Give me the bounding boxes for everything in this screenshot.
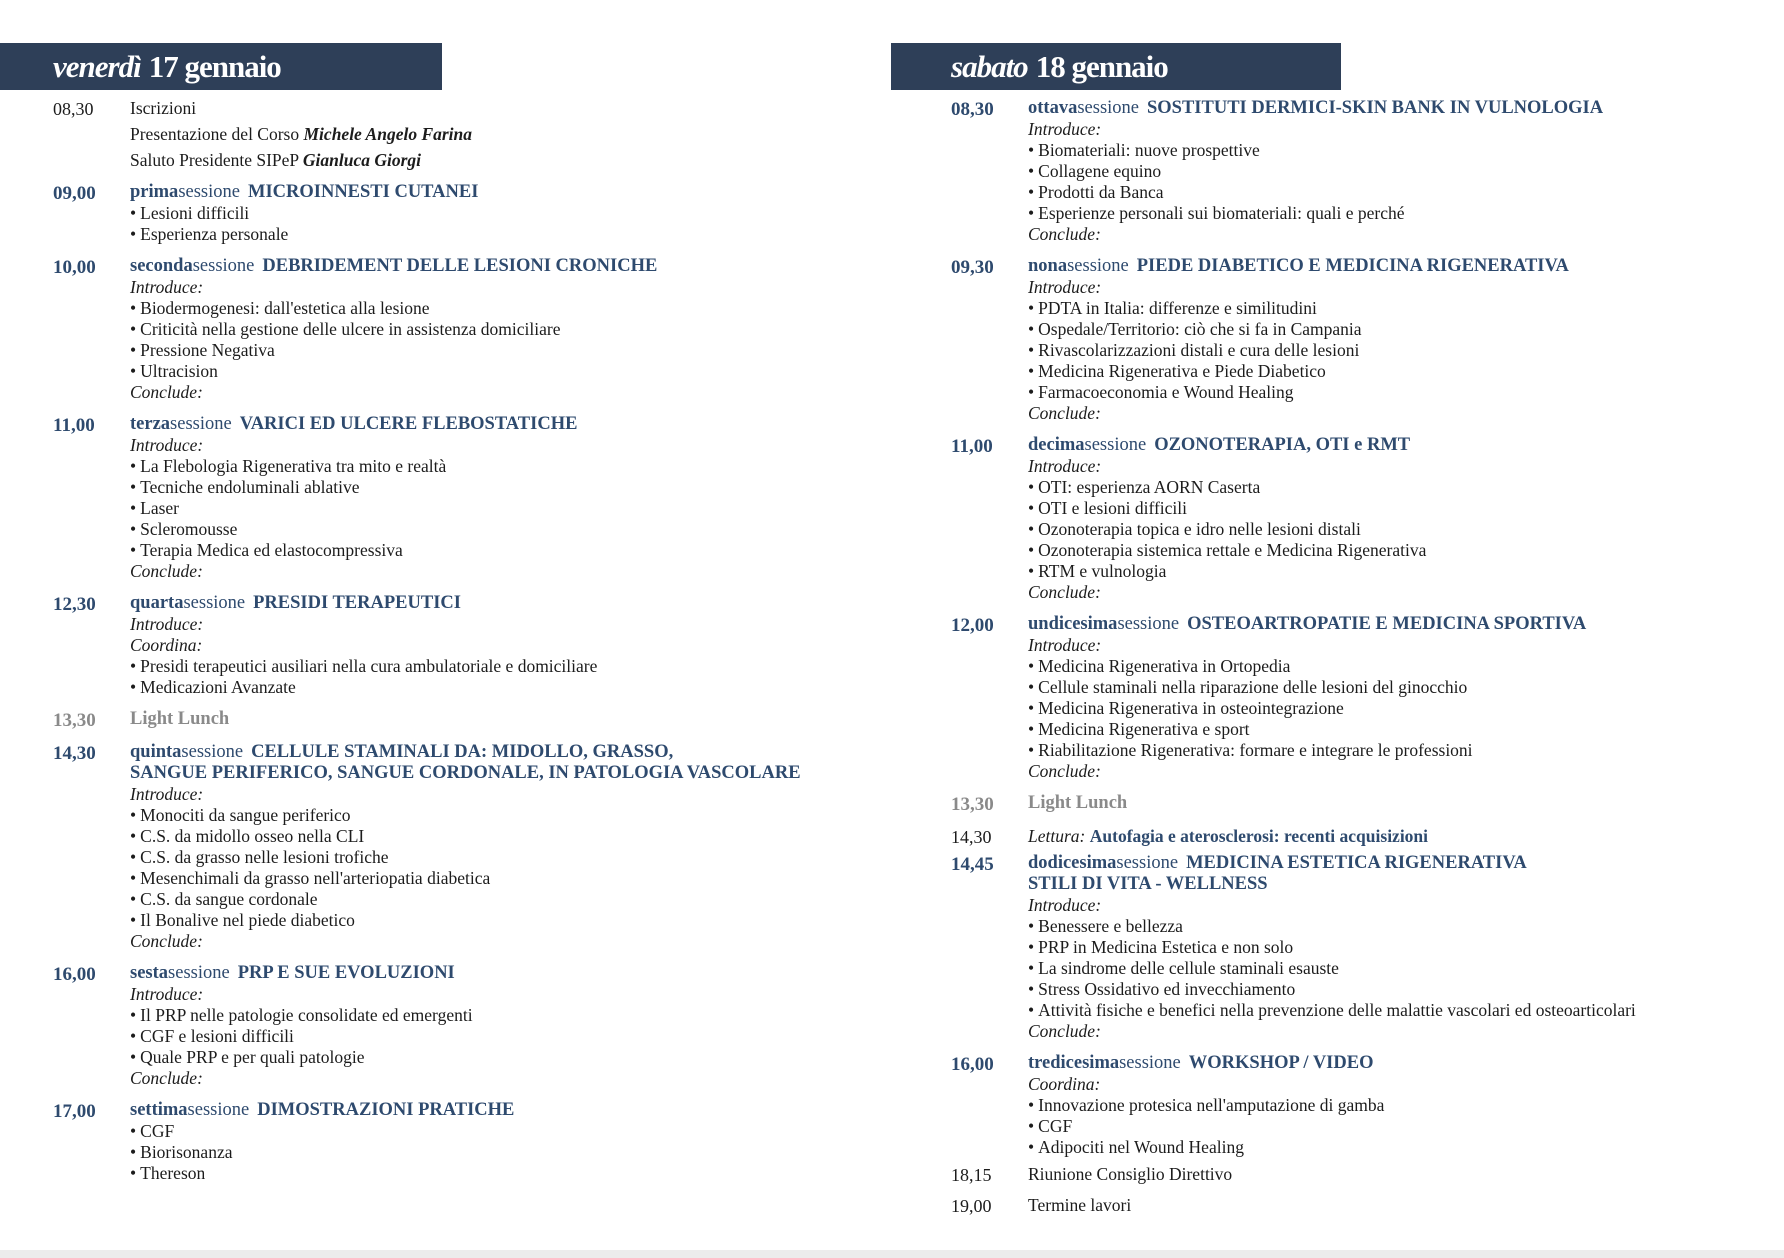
list-item: • Presidi terapeutici ausiliari nella cura ambulatoriale e domiciliare	[130, 656, 860, 677]
session-word: sessione	[192, 256, 255, 276]
list-item: • Ozonoterapia sistemica rettale e Medicina Rigenerativa	[1028, 540, 1771, 561]
time: 16,00	[951, 1054, 994, 1075]
time: 17,00	[53, 1101, 96, 1122]
list-item: • Biorisonanza	[130, 1142, 860, 1163]
session-word: sessione	[170, 414, 232, 434]
coord-label: Coordina:	[1028, 1074, 1101, 1094]
list-item: • Thereson	[130, 1163, 860, 1184]
intro-label: Introduce:	[130, 435, 204, 455]
session-ordinal: settima	[130, 1100, 188, 1120]
session-title: DIMOSTRAZIONI PRATICHE	[257, 1100, 515, 1120]
session-ordinal: tredicesima	[1028, 1053, 1120, 1073]
session-8	[891, 98, 1771, 245]
session-title-line-2: STILI DI VITA - WELLNESS	[1028, 874, 1268, 894]
list-item: • C.S. da grasso nelle lesioni trofiche	[130, 847, 860, 868]
list-item: • Il PRP nelle patologie consolidate ed emergenti	[130, 1005, 860, 1026]
list-item: • Monociti da sangue periferico	[130, 805, 860, 826]
time: 08,30	[53, 99, 94, 119]
session-title: WORKSHOP / VIDEO	[1188, 1053, 1374, 1073]
session-title: DEBRIDEMENT DELLE LESIONI CRONICHE	[262, 256, 658, 276]
list-item: • Biodermogenesi: dall'estetica alla lesione	[130, 298, 860, 319]
list-item: • Medicazioni Avanzate	[130, 677, 860, 698]
list-item: • Terapia Medica ed elastocompressiva	[130, 540, 860, 561]
session-title: MICROINNESTI CUTANEI	[247, 182, 479, 202]
day-name: venerdì	[53, 48, 141, 84]
lecture-label: Lettura:	[1028, 826, 1086, 846]
list-item: • Medicina Rigenerativa e sport	[1028, 719, 1771, 740]
session-word: sessione	[1067, 256, 1129, 276]
greeting-label: Saluto Presidente SIPeP	[130, 150, 299, 170]
session-title: MEDICINA ESTETICA RIGENERATIVA	[1186, 853, 1527, 873]
friday-banner	[0, 43, 442, 90]
session-word: sessione	[181, 742, 244, 762]
list-item: • Innovazione protesica nell'amputazione di gamba	[1028, 1095, 1771, 1116]
time: 16,00	[53, 964, 96, 985]
list-item: • Benessere e bellezza	[1028, 916, 1771, 937]
close-label: Conclude:	[1028, 224, 1101, 244]
session-7	[0, 1100, 860, 1184]
list-item: • Rivascolarizzazioni distali e cura delle lesioni	[1028, 340, 1771, 361]
session-2	[0, 256, 860, 403]
session-title: PIEDE DIABETICO E MEDICINA RIGENERATIVA	[1136, 256, 1569, 276]
intro-label: Introduce:	[1028, 277, 1102, 297]
session-4	[0, 593, 860, 698]
list-item: • Ospedale/Territorio: ciò che si fa in Campania	[1028, 319, 1771, 340]
list-item: • Il Bonalive nel piede diabetico	[130, 910, 860, 931]
session-word: sessione	[1116, 853, 1179, 873]
list-item: • C.S. da sangue cordonale	[130, 889, 860, 910]
intro-label: Introduce:	[130, 784, 204, 804]
day-date: 18 gennaio	[1035, 48, 1168, 84]
time: 12,30	[53, 594, 96, 615]
session-ordinal: quinta	[130, 742, 182, 762]
session-word: sessione	[1119, 1053, 1181, 1073]
intro-label: Introduce:	[130, 614, 204, 634]
session-ordinal: quarta	[130, 593, 184, 613]
lunch-row	[0, 709, 860, 731]
end-label: Termine lavori	[1028, 1195, 1132, 1215]
time: 19,00	[951, 1196, 992, 1216]
intro-label: Introduce:	[1028, 456, 1102, 476]
list-item: • Lesioni difficili	[130, 203, 860, 224]
list-item: • Medicina Rigenerativa e Piede Diabetico	[1028, 361, 1771, 382]
close-label: Conclude:	[1028, 582, 1101, 602]
session-word: sessione	[178, 182, 240, 202]
list-item: • RTM e vulnologia	[1028, 561, 1771, 582]
registration-block	[0, 98, 860, 171]
close-label: Conclude:	[130, 561, 203, 581]
session-title: OZONOTERAPIA, OTI e RMT	[1154, 435, 1411, 455]
time: 14,30	[53, 743, 96, 764]
list-item: • CGF	[1028, 1116, 1771, 1137]
list-item: • Prodotti da Banca	[1028, 182, 1771, 203]
close-label: Conclude:	[1028, 761, 1101, 781]
list-item: • CGF	[130, 1121, 860, 1142]
time: 09,00	[53, 183, 96, 204]
list-item: • Esperienza personale	[130, 224, 860, 245]
list-item: • Quale PRP e per quali patologie	[130, 1047, 860, 1068]
intro-label: Introduce:	[1028, 895, 1102, 915]
session-title-line-2: SANGUE PERIFERICO, SANGUE CORDONALE, IN PATOLOGIA VASCOLARE	[130, 763, 801, 783]
time: 09,30	[951, 257, 994, 278]
time: 11,00	[53, 415, 95, 436]
lecture-title: Autofagia e aterosclerosi: recenti acquisizioni	[1089, 826, 1429, 846]
list-item: • Medicina Rigenerativa in Ortopedia	[1028, 656, 1771, 677]
list-item: • Esperienze personali sui biomateriali: quali e perché	[1028, 203, 1771, 224]
list-item: • Collagene equino	[1028, 161, 1771, 182]
session-13	[891, 1053, 1771, 1158]
list-item: • OTI e lesioni difficili	[1028, 498, 1771, 519]
list-item: • Ultracision	[130, 361, 860, 382]
lunch-label: Light Lunch	[130, 709, 230, 729]
session-word: sessione	[183, 593, 246, 613]
session-title: OSTEOARTROPATIE E MEDICINA SPORTIVA	[1187, 614, 1587, 634]
list-item: • La Flebologia Rigenerativa tra mito e realtà	[130, 456, 860, 477]
session-ordinal: sesta	[130, 963, 169, 983]
session-ordinal: undicesima	[1028, 614, 1118, 634]
close-label: Conclude:	[1028, 1021, 1101, 1041]
list-item: • Attività fisiche e benefici nella prevenzione delle malattie vascolari ed osteoarticolari	[1028, 1000, 1771, 1021]
session-word: sessione	[1077, 98, 1139, 118]
lecture-row	[891, 826, 1771, 848]
session-1	[0, 182, 860, 245]
close-label: Conclude:	[130, 1068, 203, 1088]
session-title: CELLULE STAMINALI DA: MIDOLLO, GRASSO,	[251, 742, 674, 762]
list-item: • Farmacoeconomia e Wound Healing	[1028, 382, 1771, 403]
lunch-row	[891, 793, 1771, 815]
meeting-row	[891, 1164, 1771, 1186]
time: 18,15	[951, 1165, 992, 1185]
intro-label: Introduce:	[130, 984, 204, 1004]
list-item: • La sindrome delle cellule staminali esauste	[1028, 958, 1771, 979]
list-item: • Scleromousse	[130, 519, 860, 540]
time: 14,30	[951, 827, 992, 847]
list-item: • Criticità nella gestione delle ulcere in assistenza domiciliare	[130, 319, 860, 340]
intro-label: Introduce:	[1028, 119, 1102, 139]
list-item: • Laser	[130, 498, 860, 519]
presentation-name: Michele Angelo Farina	[303, 124, 473, 144]
session-word: sessione	[1084, 435, 1147, 455]
session-title: SOSTITUTI DERMICI-SKIN BANK IN VULNOLOGIA	[1147, 98, 1604, 118]
list-item: • Cellule staminali nella riparazione delle lesioni del ginocchio	[1028, 677, 1771, 698]
meeting-label: Riunione Consiglio Direttivo	[1028, 1164, 1233, 1184]
list-item: • Tecniche endoluminali ablative	[130, 477, 860, 498]
close-label: Conclude:	[130, 931, 203, 951]
session-ordinal: ottava	[1028, 98, 1078, 118]
time: 14,45	[951, 854, 994, 875]
saturday-column	[891, 43, 1771, 1217]
list-item: • Pressione Negativa	[130, 340, 860, 361]
list-item: • OTI: esperienza AORN Caserta	[1028, 477, 1771, 498]
session-10	[891, 435, 1771, 603]
list-item: • Biomateriali: nuove prospettive	[1028, 140, 1771, 161]
greeting-name: Gianluca Giorgi	[302, 150, 422, 170]
close-label: Conclude:	[130, 382, 203, 402]
session-ordinal: terza	[130, 414, 171, 434]
list-item: • Riabilitazione Rigenerativa: formare e integrare le professioni	[1028, 740, 1771, 761]
intro-label: Introduce:	[130, 277, 204, 297]
list-item: • Medicina Rigenerativa in osteointegrazione	[1028, 698, 1771, 719]
time: 10,00	[53, 257, 96, 278]
list-item: • Adipociti nel Wound Healing	[1028, 1137, 1771, 1158]
session-word: sessione	[187, 1100, 250, 1120]
presentation-label: Presentazione del Corso	[130, 124, 300, 144]
saturday-banner	[891, 43, 1341, 90]
session-title: VARICI ED ULCERE FLEBOSTATICHE	[239, 414, 578, 434]
session-3	[0, 414, 860, 582]
lunch-label: Light Lunch	[1028, 793, 1128, 813]
close-label: Conclude:	[1028, 403, 1101, 423]
list-item: • PDTA in Italia: differenze e similitudini	[1028, 298, 1771, 319]
time: 13,30	[951, 794, 994, 815]
list-item: • CGF e lesioni difficili	[130, 1026, 860, 1047]
list-item: • Mesenchimali da grasso nell'arteriopatia diabetica	[130, 868, 860, 889]
time: 08,30	[951, 99, 994, 120]
day-date: 17 gennaio	[148, 48, 281, 84]
session-6	[0, 963, 860, 1089]
session-ordinal: dodicesima	[1028, 853, 1117, 873]
registration-label: Iscrizioni	[130, 98, 197, 118]
session-title: PRP E SUE EVOLUZIONI	[237, 963, 455, 983]
intro-label: Introduce:	[1028, 635, 1102, 655]
bottom-bar	[0, 1250, 1784, 1258]
coord-label: Coordina:	[130, 635, 203, 655]
session-ordinal: seconda	[130, 256, 193, 276]
list-item: • Stress Ossidativo ed invecchiamento	[1028, 979, 1771, 1000]
session-5	[0, 742, 860, 952]
session-ordinal: decima	[1028, 435, 1085, 455]
session-ordinal: nona	[1028, 256, 1068, 276]
friday-column	[0, 43, 860, 1184]
session-word: sessione	[168, 963, 230, 983]
session-word: sessione	[1117, 614, 1180, 634]
time: 11,00	[951, 436, 993, 457]
session-title: PRESIDI TERAPEUTICI	[253, 593, 461, 613]
session-12	[891, 853, 1771, 1042]
day-name: sabato	[951, 48, 1028, 84]
list-item: • Ozonoterapia topica e idro nelle lesioni distali	[1028, 519, 1771, 540]
list-item: • PRP in Medicina Estetica e non solo	[1028, 937, 1771, 958]
session-9	[891, 256, 1771, 424]
time: 12,00	[951, 615, 994, 636]
session-ordinal: prima	[130, 182, 179, 202]
list-item: • C.S. da midollo osseo nella CLI	[130, 826, 860, 847]
time: 13,30	[53, 710, 96, 731]
end-row	[891, 1195, 1771, 1217]
session-11	[891, 614, 1771, 782]
